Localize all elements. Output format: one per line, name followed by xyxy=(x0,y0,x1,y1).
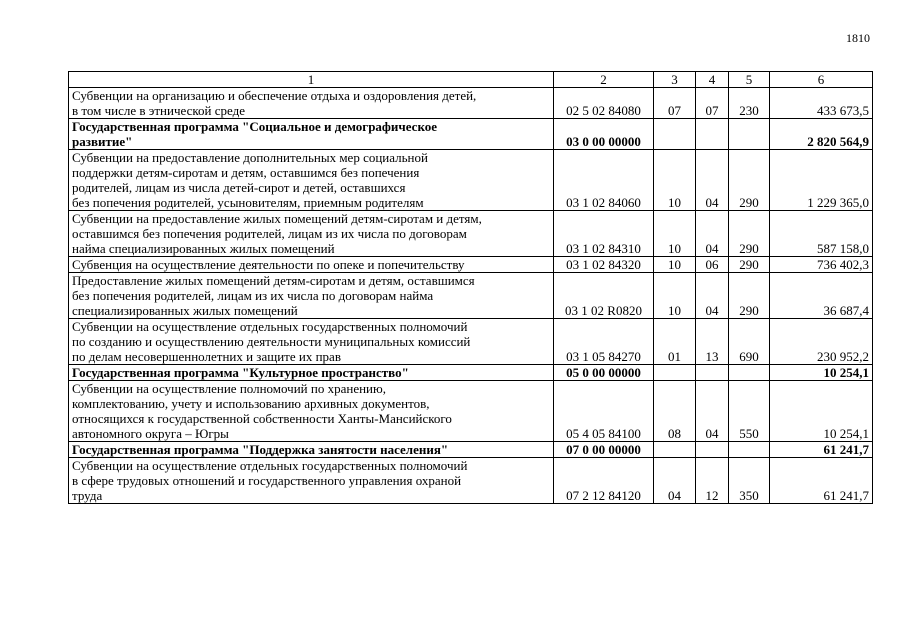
subsection-cell: 12 xyxy=(696,458,729,504)
expense-type-cell: 350 xyxy=(729,458,770,504)
expense-type-cell xyxy=(729,442,770,458)
target-code-cell: 03 0 00 00000 xyxy=(554,119,654,150)
amount-cell: 1 229 365,0 xyxy=(770,150,873,211)
target-code-cell: 03 1 02 84310 xyxy=(554,211,654,257)
target-code-cell: 07 0 00 00000 xyxy=(554,442,654,458)
expense-type-cell: 290 xyxy=(729,211,770,257)
row-name-cell: Субвенция на осуществление деятельности по опеке и попечительству xyxy=(69,257,554,273)
row-name-cell: Субвенции на организацию и обеспечение отдыха и оздоровления детей, в том числе в этнической среде xyxy=(69,88,554,119)
budget-table xyxy=(68,71,873,504)
subsection-cell xyxy=(696,442,729,458)
target-code-cell: 05 0 00 00000 xyxy=(554,365,654,381)
subsection-cell: 04 xyxy=(696,150,729,211)
subsection-cell: 07 xyxy=(696,88,729,119)
section-cell: 08 xyxy=(654,381,696,442)
section-cell xyxy=(654,365,696,381)
column-header: 3 xyxy=(654,72,696,88)
subsection-cell: 04 xyxy=(696,211,729,257)
table-row xyxy=(69,458,873,504)
amount-cell: 230 952,2 xyxy=(770,319,873,365)
target-code-cell: 02 5 02 84080 xyxy=(554,88,654,119)
column-header: 2 xyxy=(554,72,654,88)
row-name-cell: Предоставление жилых помещений детям-сиротам и детям, оставшимся без попечения родителей, лицам из их числа по договорам найма специализированных жилых помещений xyxy=(69,273,554,319)
program-row xyxy=(69,442,873,458)
expense-type-cell: 690 xyxy=(729,319,770,365)
section-cell xyxy=(654,119,696,150)
amount-cell: 61 241,7 xyxy=(770,442,873,458)
amount-cell: 736 402,3 xyxy=(770,257,873,273)
target-code-cell: 03 1 02 R0820 xyxy=(554,273,654,319)
row-name-cell: Субвенции на осуществление полномочий по хранению, комплектованию, учету и использованию архивных документов, относящихся к государственной собственности Ханты-Мансийского автономного округа – Югры xyxy=(69,381,554,442)
page-number: 1810 xyxy=(846,31,870,45)
target-code-cell: 03 1 02 84060 xyxy=(554,150,654,211)
subsection-cell xyxy=(696,365,729,381)
column-header: 4 xyxy=(696,72,729,88)
expense-type-cell: 550 xyxy=(729,381,770,442)
table-row xyxy=(69,88,873,119)
section-cell: 10 xyxy=(654,211,696,257)
table-row xyxy=(69,211,873,257)
subsection-cell: 06 xyxy=(696,257,729,273)
target-code-cell: 07 2 12 84120 xyxy=(554,458,654,504)
target-code-cell: 03 1 05 84270 xyxy=(554,319,654,365)
column-header: 6 xyxy=(770,72,873,88)
section-cell: 04 xyxy=(654,458,696,504)
subsection-cell: 04 xyxy=(696,381,729,442)
table-header-row xyxy=(69,72,873,88)
amount-cell: 10 254,1 xyxy=(770,381,873,442)
row-name-cell: Субвенции на осуществление отдельных государственных полномочий по созданию и осуществлению деятельности муниципальных комиссий по делам несовершеннолетних и защите их прав xyxy=(69,319,554,365)
subsection-cell xyxy=(696,119,729,150)
row-name-cell: Субвенции на предоставление дополнительных мер социальной поддержки детям-сиротам и детям, оставшимся без попечения родителей, лицам из числа детей-сирот и детей, оставшихся без попечения родителей, усыновителям, приемным родителям xyxy=(69,150,554,211)
amount-cell: 10 254,1 xyxy=(770,365,873,381)
amount-cell: 36 687,4 xyxy=(770,273,873,319)
expense-type-cell: 290 xyxy=(729,257,770,273)
subsection-cell: 13 xyxy=(696,319,729,365)
row-name-cell: Субвенции на осуществление отдельных государственных полномочий в сфере трудовых отношений и государственного управления охраной труда xyxy=(69,458,554,504)
row-name-cell: Государственная программа "Культурное пространство" xyxy=(69,365,554,381)
expense-type-cell: 230 xyxy=(729,88,770,119)
table-row xyxy=(69,381,873,442)
column-header: 5 xyxy=(729,72,770,88)
program-row xyxy=(69,365,873,381)
section-cell: 07 xyxy=(654,88,696,119)
program-row xyxy=(69,119,873,150)
table-row xyxy=(69,150,873,211)
target-code-cell: 05 4 05 84100 xyxy=(554,381,654,442)
section-cell: 10 xyxy=(654,150,696,211)
table-row xyxy=(69,273,873,319)
amount-cell: 433 673,5 xyxy=(770,88,873,119)
row-name-cell: Субвенции на предоставление жилых помещений детям-сиротам и детям, оставшимся без попечения родителей, лицам из их числа по договорам найма специализированных жилых помещений xyxy=(69,211,554,257)
amount-cell: 587 158,0 xyxy=(770,211,873,257)
section-cell xyxy=(654,442,696,458)
amount-cell: 61 241,7 xyxy=(770,458,873,504)
section-cell: 10 xyxy=(654,273,696,319)
column-header: 1 xyxy=(69,72,554,88)
subsection-cell: 04 xyxy=(696,273,729,319)
section-cell: 01 xyxy=(654,319,696,365)
expense-type-cell xyxy=(729,119,770,150)
amount-cell: 2 820 564,9 xyxy=(770,119,873,150)
expense-type-cell: 290 xyxy=(729,150,770,211)
target-code-cell: 03 1 02 84320 xyxy=(554,257,654,273)
table-row xyxy=(69,319,873,365)
section-cell: 10 xyxy=(654,257,696,273)
expense-type-cell xyxy=(729,365,770,381)
table-row xyxy=(69,257,873,273)
row-name-cell: Государственная программа "Социальное и демографическое развитие" xyxy=(69,119,554,150)
row-name-cell: Государственная программа "Поддержка занятости населения" xyxy=(69,442,554,458)
expense-type-cell: 290 xyxy=(729,273,770,319)
